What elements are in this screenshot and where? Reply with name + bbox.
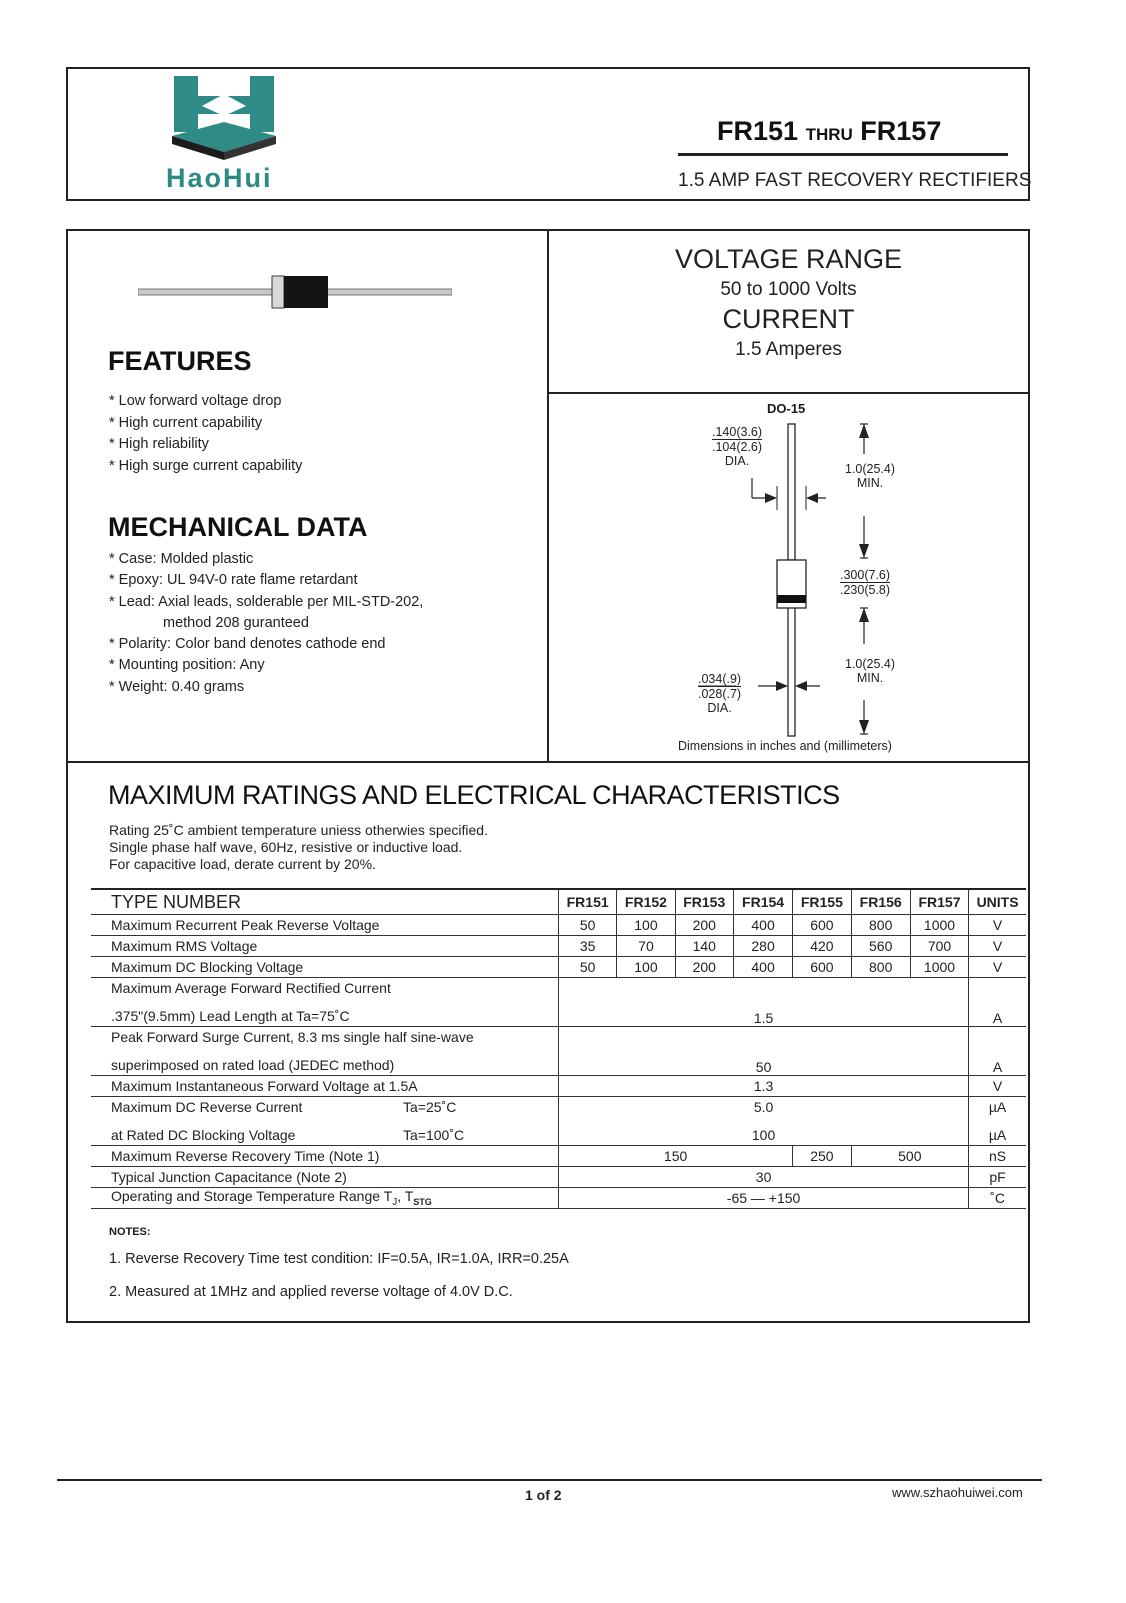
param-cond: Ta=100˚C [403,1127,465,1143]
product-title [717,116,941,147]
value-cell: 100 [617,915,675,936]
value-cell: 140 [675,936,733,957]
ratings-table [91,888,1026,1209]
unit-cell: V [969,1076,1026,1097]
value-cell [559,1097,969,1146]
dim-value: .140(3.6) [712,425,763,439]
value-line: 100 [751,1127,776,1143]
dim-value: .034(.9) [698,672,742,686]
current-label: CURRENT [722,304,855,334]
voltage-section [549,244,1028,361]
right-divider [547,392,1030,394]
unit-cell [969,1097,1026,1146]
dim-value: .104(2.6) [712,440,763,454]
table-row [91,915,1026,936]
param-sub: J [392,1196,398,1208]
haohui-logo-icon [166,74,282,164]
value-cell: 150 [559,1146,793,1167]
table-row [91,936,1026,957]
param-cell: Maximum RMS Voltage [91,936,559,957]
page-number: 1 of 2 [525,1487,562,1503]
param-sub: STG [413,1196,432,1207]
body-len-dim [840,568,890,597]
header-type: FR155 [793,889,851,915]
dim-label: DIA. [707,701,732,715]
title-part2: FR157 [860,116,942,146]
unit-cell: pF [969,1167,1026,1188]
wire-dia-dim [698,672,741,715]
features-heading: FEATURES [108,346,252,376]
dim-label: DIA. [724,454,750,468]
param-cell [91,1027,559,1076]
list-item: * High surge current capability [109,457,303,474]
header-units: UNITS [969,889,1026,915]
header-type: FR152 [617,889,675,915]
title-thru: THRU [805,125,853,144]
value-cell: 400 [733,957,792,978]
mechanical-list [109,549,423,698]
product-subtitle: 1.5 AMP FAST RECOVERY RECTIFIERS [678,170,1032,191]
list-item: * Mounting position: Any [109,657,265,674]
features-list [109,391,302,477]
dim-value: 1.0(25.4) [845,462,896,476]
param-line: Maximum Average Forward Rectified Current [111,980,391,996]
note-item: 1. Reverse Recovery Time test condition: IF=0.5A, IR=1.0A, IRR=0.25A [109,1251,569,1267]
body-dia-dim [712,425,762,468]
unit-line: µA [988,1099,1007,1115]
param-line: superimposed on rated load (JEDEC method) [111,1057,395,1073]
value-cell: 35 [559,936,617,957]
value-cell: 50 [559,957,617,978]
title-part1: FR151 [717,116,799,146]
unit-cell: V [969,915,1026,936]
value-cell: 420 [793,936,851,957]
unit-cell: A [969,978,1026,1027]
value-cell: 600 [793,957,851,978]
header-type-number: TYPE NUMBER [91,889,559,915]
unit-cell: A [969,1027,1026,1076]
value-cell: 50 [559,1027,969,1076]
logo-text: HaoHui [166,163,273,193]
table-row [91,957,1026,978]
value-cell: 700 [910,936,968,957]
title-underline [678,153,1008,156]
diode-illustration [138,274,452,310]
list-item: method 208 guranteed [163,614,309,631]
table-row [91,978,1026,1027]
header-type: FR153 [675,889,733,915]
param-line: Maximum DC Reverse Current [111,1099,303,1115]
param-cond: Ta=25˚C [403,1099,457,1115]
param-cell: Maximum Instantaneous Forward Voltage at 1.5A [91,1076,559,1097]
value-cell: 280 [733,936,792,957]
table-row [91,1146,1026,1167]
value-cell: 600 [793,915,851,936]
mechanical-heading: MECHANICAL DATA [108,512,368,542]
param-cell [91,1188,559,1209]
value-cell: 560 [851,936,910,957]
unit-line: µA [988,1127,1007,1143]
value-cell: 1.3 [559,1076,969,1097]
section-divider [66,761,1030,763]
value-line: 5.0 [753,1099,774,1115]
dim-value: .230(5.8) [840,583,891,597]
ratings-conditions [109,822,488,873]
value-cell: 400 [733,915,792,936]
footer-rule [57,1479,1042,1481]
list-item: * Low forward voltage drop [109,393,282,409]
notes-heading: NOTES: [109,1226,151,1238]
top-lead-dim [845,462,895,490]
param-cell: Maximum Recurrent Peak Reverse Voltage [91,915,559,936]
condition-line: Rating 25˚C ambient temperature uniess otherwies specified. [109,822,488,838]
table-row [91,1076,1026,1097]
table-row [91,1027,1026,1076]
ratings-title: MAXIMUM RATINGS AND ELECTRICAL CHARACTERISTICS [108,780,840,810]
param-sep: , T [397,1188,414,1205]
current-value: 1.5 Amperes [735,339,842,360]
value-cell: 250 [793,1146,851,1167]
note-item: 2. Measured at 1MHz and applied reverse voltage of 4.0V D.C. [109,1284,513,1300]
voltage-range-label: VOLTAGE RANGE [674,244,903,274]
value-cell: 1000 [910,915,968,936]
value-cell: 200 [675,915,733,936]
package-name: DO-15 [767,401,806,416]
value-cell: 800 [851,915,910,936]
list-item: * Epoxy: UL 94V-0 rate flame retardant [109,572,358,589]
condition-line: Single phase half wave, 60Hz, resistive or inductive load. [109,839,463,855]
value-cell: 500 [851,1146,969,1167]
header-type: FR151 [559,889,617,915]
param-cell: Maximum Reverse Recovery Time (Note 1) [91,1146,559,1167]
param-cell: Maximum DC Blocking Voltage [91,957,559,978]
unit-cell: V [969,957,1026,978]
unit-cell: V [969,936,1026,957]
table-header-row [91,889,1026,915]
table-row [91,1097,1026,1146]
condition-line: For capacitive load, derate current by 20%. [109,856,376,872]
dim-value: .028(.7) [698,687,742,701]
table-row [91,1167,1026,1188]
param-text: Operating and Storage Temperature Range T [111,1188,393,1205]
header-type: FR154 [733,889,792,915]
value-cell: 1000 [910,957,968,978]
list-item: * Polarity: Color band denotes cathode end [109,636,386,653]
dim-label: MIN. [856,476,884,490]
value-cell: 70 [617,936,675,957]
header-type: FR157 [910,889,968,915]
list-item: * Lead: Axial leads, solderable per MIL-STD-202, [109,593,424,610]
dim-label: MIN. [856,671,884,685]
list-item: * Weight: 0.40 grams [109,678,245,695]
bottom-lead-dim [845,657,895,685]
header-type: FR156 [851,889,910,915]
list-item: * Case: Molded plastic [109,551,254,567]
value-cell: 100 [617,957,675,978]
param-cell [91,978,559,1027]
value-cell: 800 [851,957,910,978]
list-item: * High reliability [109,436,209,452]
unit-cell: nS [969,1146,1026,1167]
value-cell: 1.5 [559,978,969,1027]
dims-note: Dimensions in inches and (millimeters) [678,739,892,753]
unit-cell: ˚C [969,1188,1026,1209]
value-cell: -65 — +150 [559,1188,969,1209]
value-cell: 30 [559,1167,969,1188]
param-line: Peak Forward Surge Current, 8.3 ms single half sine-wave [111,1029,474,1045]
value-cell: 200 [675,957,733,978]
table-row [91,1188,1026,1209]
param-line: .375"(9.5mm) Lead Length at Ta=75˚C [111,1008,350,1024]
value-cell: 50 [559,915,617,936]
dim-value: .300(7.6) [840,568,891,582]
dim-value: 1.0(25.4) [845,657,896,671]
param-line: at Rated DC Blocking Voltage [111,1127,296,1143]
list-item: * High current capability [109,414,263,431]
footer-url[interactable]: www.szhaohuiwei.com [892,1485,1023,1500]
voltage-range-value: 50 to 1000 Volts [720,279,857,300]
param-cell [91,1097,559,1146]
param-cell: Typical Junction Capacitance (Note 2) [91,1167,559,1188]
